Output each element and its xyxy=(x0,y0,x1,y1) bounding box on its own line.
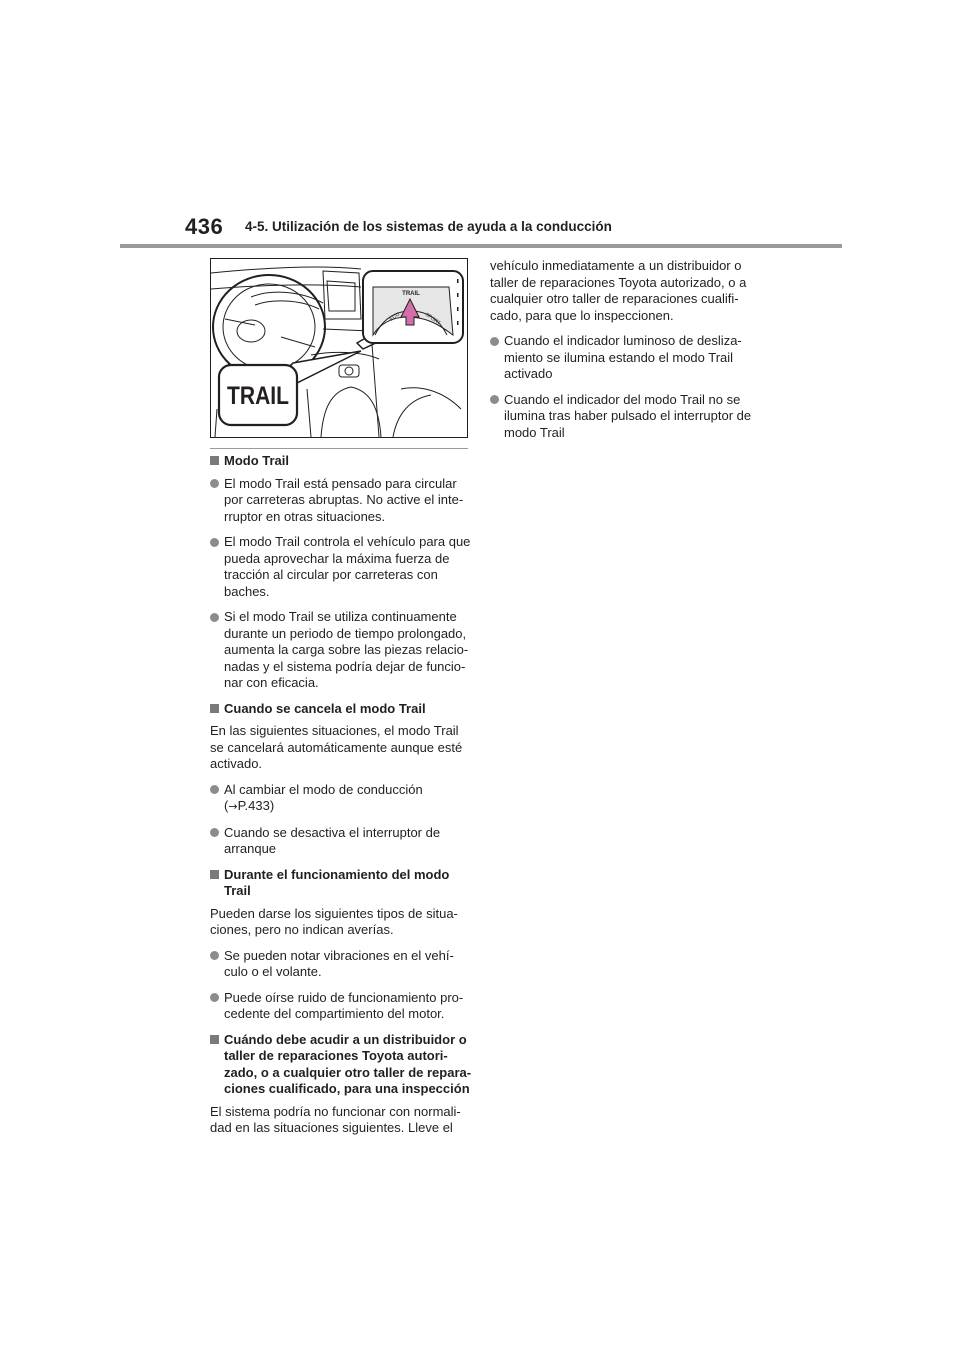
paragraph: Pueden darse los siguientes tipos de situa-ciones, pero no indican averías. xyxy=(210,905,458,937)
bullet-item: Puede oírse ruido de funcionamiento pro-cedente del compartimiento del motor. xyxy=(210,990,472,1023)
paragraph: El sistema podría no funcionar con normali-dad en las situaciones siguientes. Lleve el xyxy=(210,1103,461,1135)
page-reference-link[interactable]: P.433 xyxy=(237,798,270,813)
heading-funcionamiento: Durante el funcionamiento del modo Trail xyxy=(210,867,472,900)
sport-mode-text: SPORT xyxy=(423,311,442,327)
header-rule xyxy=(120,244,842,248)
bullet-item: Cuando el indicador del modo Trail no se ilumina tras haber pulsado el interruptor de modo Trail xyxy=(490,392,752,442)
heading-cancelacion: Cuando se cancela el modo Trail xyxy=(210,701,472,718)
heading-inspeccion: Cuándo debe acudir a un distribuidor o taller de reparaciones Toyota autori-zado, o a cualquier otro taller de repara-ciones cualificado, para una inspección xyxy=(210,1032,472,1098)
bullet-item: Cuando el indicador luminoso de desliza-miento se ilumina estando el modo Trail activado xyxy=(490,333,752,383)
dashboard-illustration xyxy=(211,259,467,437)
bullet-item: El modo Trail controla el vehículo para que pueda aprovechar la máxima fuerza de tracción al circular por carreteras con baches. xyxy=(210,534,472,600)
reference-arrow-icon: → xyxy=(228,800,238,813)
paragraph: En las siguientes situaciones, el modo Trail se cancelará automáticamente aunque esté activado. xyxy=(210,723,463,771)
trail-indicator-text: TRAIL xyxy=(402,291,420,297)
bullet-item: El modo Trail está pensado para circular por carreteras abruptas. No active el inte-rruptor en otras situaciones. xyxy=(210,476,472,526)
bullet-text: Al cambiar el modo de conducción xyxy=(224,781,423,797)
heading-modo-trail: Modo Trail xyxy=(210,453,472,470)
bullet-item: Si el modo Trail se utiliza continuamente durante un periodo de tiempo prolongado, aumenta la carga sobre las piezas relacio-nadas y el sistema podría dejar de funcio-nar con eficacia. xyxy=(210,609,472,692)
eco-mode-text: ECO xyxy=(388,311,402,323)
dashboard-figure xyxy=(210,258,468,438)
section-title: 4-5. Utilización de los sistemas de ayuda a la conducción xyxy=(245,219,612,234)
paragraph: vehículo inmediatamente a un distribuidor o taller de reparaciones Toyota autorizado, o a cualquier otro taller de reparaciones cualifi-cado, para que lo inspeccionen. xyxy=(490,258,747,323)
left-column xyxy=(210,453,472,1146)
right-column xyxy=(490,258,752,450)
page-number: 436 xyxy=(185,214,224,239)
trail-switch-label: TRAIL xyxy=(227,382,289,410)
figure-divider xyxy=(210,448,468,449)
bullet-item: Cuando se desactiva el interruptor de arranque xyxy=(210,825,472,858)
bullet-item: Se pueden notar vibraciones en el vehí-culo o el volante. xyxy=(210,948,472,981)
bullet-item: Al cambiar el modo de conducción (→P.433) xyxy=(210,782,472,816)
